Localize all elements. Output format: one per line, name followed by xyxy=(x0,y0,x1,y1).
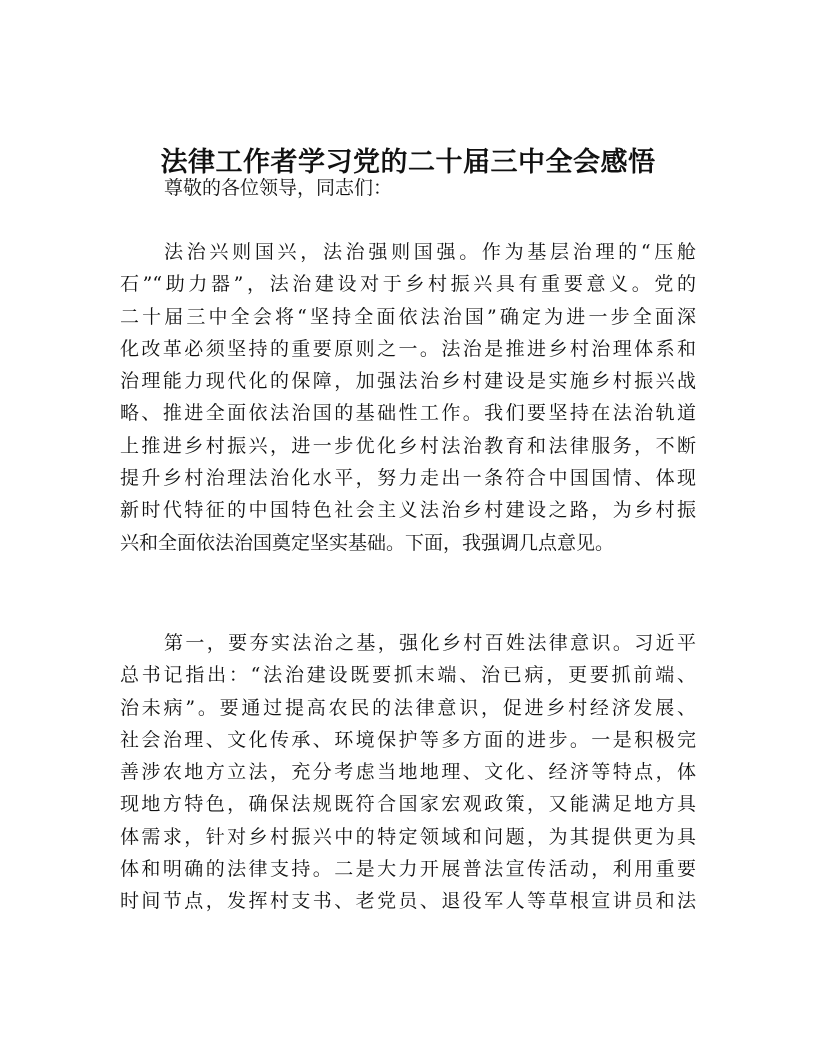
paragraph-line: 治理能力现代化的保障，加强法治乡村建设是实施乡村振兴战 xyxy=(120,370,696,393)
paragraph-line: 提升乡村治理法治化水平，努力走出一条符合中国国情、体现 xyxy=(120,467,696,490)
paragraph-line: 体和明确的法律支持。二是大力开展普法宣传活动，利用重要 xyxy=(120,858,696,881)
paragraph-line: 法治兴则国兴，法治强则国强。作为基层治理的“压舱 xyxy=(164,241,696,263)
paragraph-line: 新时代特征的中国特色社会主义法治乡村建设之路，为乡村振 xyxy=(120,499,696,522)
paragraph-line: 上推进乡村振兴，进一步优化乡村法治教育和法律服务，不断 xyxy=(120,434,696,457)
paragraph-2 xyxy=(120,627,696,918)
paragraph-line: 体需求，针对乡村振兴中的特定领域和问题，为其提供更为具 xyxy=(120,825,696,848)
paragraph-line: 石”“助力器”，法治建设对于乡村振兴具有重要意义。党的 xyxy=(120,273,696,296)
paragraph-1 xyxy=(120,236,696,559)
paragraph-line: 总书记指出：“法治建设既要抓末端、治已病，更要抓前端、 xyxy=(120,664,696,687)
paragraph-line: 第一，要夯实法治之基，强化乡村百姓法律意识。习近平 xyxy=(164,632,696,654)
paragraph-line: 社会治理、文化传承、环境保护等多方面的进步。一是积极完 xyxy=(120,728,696,751)
paragraph-line: 化改革必须坚持的重要原则之一。法治是推进乡村治理体系和 xyxy=(120,337,696,360)
document-title: 法律工作者学习党的二十届三中全会感悟 xyxy=(160,147,656,178)
paragraph-line: 兴和全面依法治国奠定坚实基础。下面，我强调几点意见。 xyxy=(120,531,615,554)
paragraph-line: 现地方特色，确保法规既符合国家宏观政策，又能满足地方具 xyxy=(120,793,696,816)
paragraph-line: 二十届三中全会将“坚持全面依法治国”确定为进一步全面深 xyxy=(120,305,696,328)
paragraph-line: 治未病”。要通过提高农民的法律意识，促进乡村经济发展、 xyxy=(120,696,696,719)
paragraph-line: 时间节点，发挥村支书、老党员、退役军人等草根宣讲员和法 xyxy=(120,890,696,913)
paragraph-line: 略、推进全面依法治国的基础性工作。我们要坚持在法治轨道 xyxy=(120,402,696,425)
greeting-line: 尊敬的各位领导，同志们： xyxy=(164,177,393,199)
paragraph-line: 善涉农地方立法，充分考虑当地地理、文化、经济等特点，体 xyxy=(120,761,696,784)
